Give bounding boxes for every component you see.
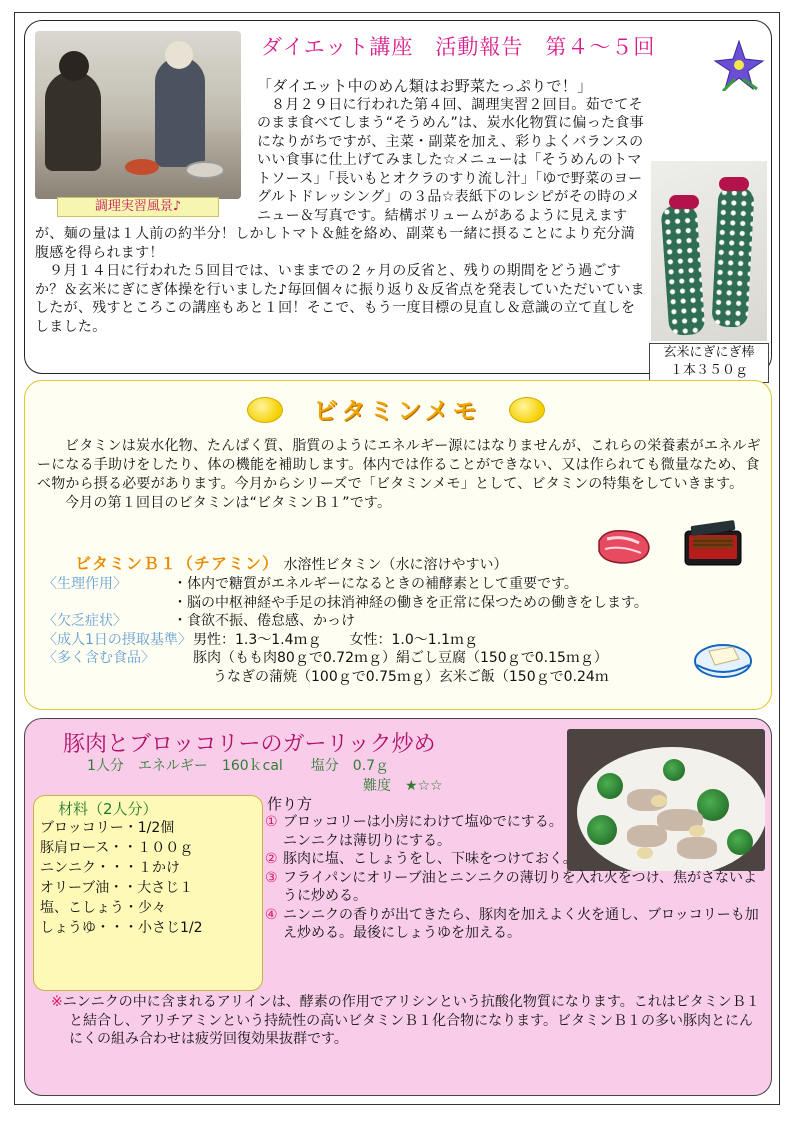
eel-bento-icon bbox=[681, 517, 745, 571]
row-label: 〈多く含む食品〉 bbox=[43, 650, 155, 666]
note-text: ニンニクの中に含まれるアリインは、酵素の作用でアリシンという抗酸化物質になります。これはビタミンＢ１と結合し、アリチアミンという持続性の高いビタミンＢ１化合物になります。ビタミンＢ１の多い豚肉とにんにくの組み合わせは疲労回復効果抜群です。 bbox=[62, 994, 760, 1047]
activity-report-section bbox=[24, 20, 772, 378]
report-paragraph-2: ９月１４日に行われた５回目では、いままでの２ヶ月の反省と、残りの期間をどう過ごすか？＆玄米にぎにぎ体操を行いました♪毎回個々に振り返り＆反省点を発表していただいていましたが、残すところこの講座もあと１回！そこで、もう一度目標の見直し＆意識の立て直しをしました。 bbox=[35, 263, 645, 335]
tofu-icon bbox=[693, 635, 753, 679]
lemon-icon bbox=[247, 397, 283, 423]
vitamin-name: ビタミンＢ１（チアミン） bbox=[75, 554, 280, 573]
vitamin-memo-title: ビタミンメモ bbox=[313, 397, 481, 425]
row-value: 男性：1.3～1.4ｍｇ 女性：1.0～1.1ｍｇ bbox=[193, 631, 479, 648]
genmai-bottle-photo bbox=[651, 161, 767, 341]
ingredient-item: 塩、こしょう・少々 bbox=[40, 900, 166, 916]
ingredient-item: ブロッコリー・1/2個 bbox=[40, 820, 175, 836]
row-value: ・体内で糖質がエネルギーになるときの補酵素として重要です。 bbox=[173, 576, 578, 592]
bottle-caption: 玄米にぎにぎ棒 １本３５０ｇ bbox=[649, 343, 769, 383]
ingredients-title: 材料（2人分） bbox=[58, 800, 158, 818]
vitamin-memo-section bbox=[24, 380, 772, 710]
method-step: ② 豚肉に塩、こしょうをし、下味をつけておく。 bbox=[265, 851, 577, 867]
photo-caption: 調理実習風景♪ bbox=[57, 197, 219, 217]
recipe-title: 豚肉とブロッコリーのガーリック炒め bbox=[63, 732, 436, 757]
vitamin-details bbox=[43, 575, 767, 686]
row-value: うなぎの蒲焼（100ｇで0.75ｍｇ）玄米ご飯（150ｇで0.24ｍ bbox=[213, 668, 609, 685]
row-value: ・食欲不振、倦怠感、かっけ bbox=[173, 613, 355, 629]
row-value: ・脳の中枢神経や手足の抹消神経の働きを正常に保つための働きをします。 bbox=[173, 594, 648, 611]
note-mark: ※ bbox=[51, 994, 63, 1010]
vitamin-intro-paragraph: ビタミンは炭水化物、たんぱく質、脂質のようにエネルギー源にはなりませんが、これらの栄養素がエネルギーになる手助けをしたり、体の機能を補助します。体内では作ることができない、又は作られても微量なため、食べ物から摂る必要があります。今月からシリーズで「ビタミンメモ」として、ビタミンの特集をしていきます。 bbox=[37, 438, 761, 492]
ingredients-box bbox=[33, 795, 263, 991]
ingredient-item: ニンニク・・・１かけ bbox=[40, 860, 180, 876]
vitamin-type: 水溶性ビタミン（水に溶けやすい） bbox=[283, 557, 508, 573]
ingredient-item: しょうゆ・・・小さじ1/2 bbox=[40, 920, 203, 936]
vitamin-memo-intro bbox=[37, 437, 767, 513]
recipe-nutrition: 1人分 エネルギー 160ｋcal 塩分 0.7ｇ bbox=[87, 758, 390, 774]
meat-icon bbox=[595, 527, 653, 567]
row-label: 〈成人1日の摂取基準〉 bbox=[43, 631, 192, 648]
method-steps bbox=[265, 813, 767, 943]
activity-report-title: ダイエット講座 活動報告 第４～５回 bbox=[261, 35, 656, 59]
garlic-note bbox=[51, 993, 767, 1049]
ingredient-item: 豚肩ロース・・１００ｇ bbox=[40, 840, 194, 856]
report-subtitle: 「ダイエット中のめん類はお野菜たっぷりで！」 bbox=[257, 77, 593, 95]
method-step: ① ブロッコリーは小房にわけて塩ゆでにする。ニンニクは薄切りにする。 bbox=[265, 814, 563, 849]
row-label: 〈生理作用〉 bbox=[43, 576, 127, 592]
recipe-difficulty: 難度 ★☆☆ bbox=[363, 778, 443, 794]
vitamin-intro-paragraph-2: 今月の第１回目のビタミンは“ビタミンＢ１”です。 bbox=[65, 495, 392, 511]
report-paragraph-1: ８月２９日に行われた第４回、調理実習２回目。茹でてそのまま食べてしまう“そうめん”は、炭水化物質に偏った食事になりがちですが、主菜・副菜を加え、彩りよくバランスのいい食事に仕上げてみました☆メニューは「そうめんのトマトソース」「長いもとオクラのすり流し汁」「ゆで野菜のヨーグルトドレッシング」の３品☆表紙下のレシピがその時のメニュー＆写真です。結構ボリュームがあるように見えますが、麺の量は１人前の約半分！しかしトマト＆鮭を絡め、副菜も一緒に摂ることにより充分満腹感を得られます！ bbox=[35, 96, 644, 261]
row-value: 豚肉（もも肉80ｇで0.72ｍｇ）絹ごし豆腐（150ｇで0.15ｍｇ） bbox=[193, 650, 608, 666]
method-step: ④ ニンニクの香りが出てきたら、豚肉を加えよく火を通し、ブロッコリーも加え炒める。最後にしょうゆを加える。 bbox=[265, 906, 759, 941]
row-label: 〈欠乏症状〉 bbox=[43, 613, 127, 629]
ingredients-list bbox=[40, 818, 203, 938]
flower-icon bbox=[713, 39, 765, 91]
recipe-section bbox=[24, 718, 772, 1096]
method-title: 作り方 bbox=[267, 795, 313, 813]
method-step: ③ フライパンにオリーブ油とニンニクの薄切りを入れ火をつけ、焦がさないように炒める。 bbox=[265, 869, 758, 904]
lemon-icon bbox=[509, 397, 545, 423]
activity-report-body bbox=[35, 77, 647, 336]
vitamin-heading bbox=[75, 551, 507, 574]
ingredient-item: オリーブ油・・大さじ１ bbox=[40, 880, 194, 896]
